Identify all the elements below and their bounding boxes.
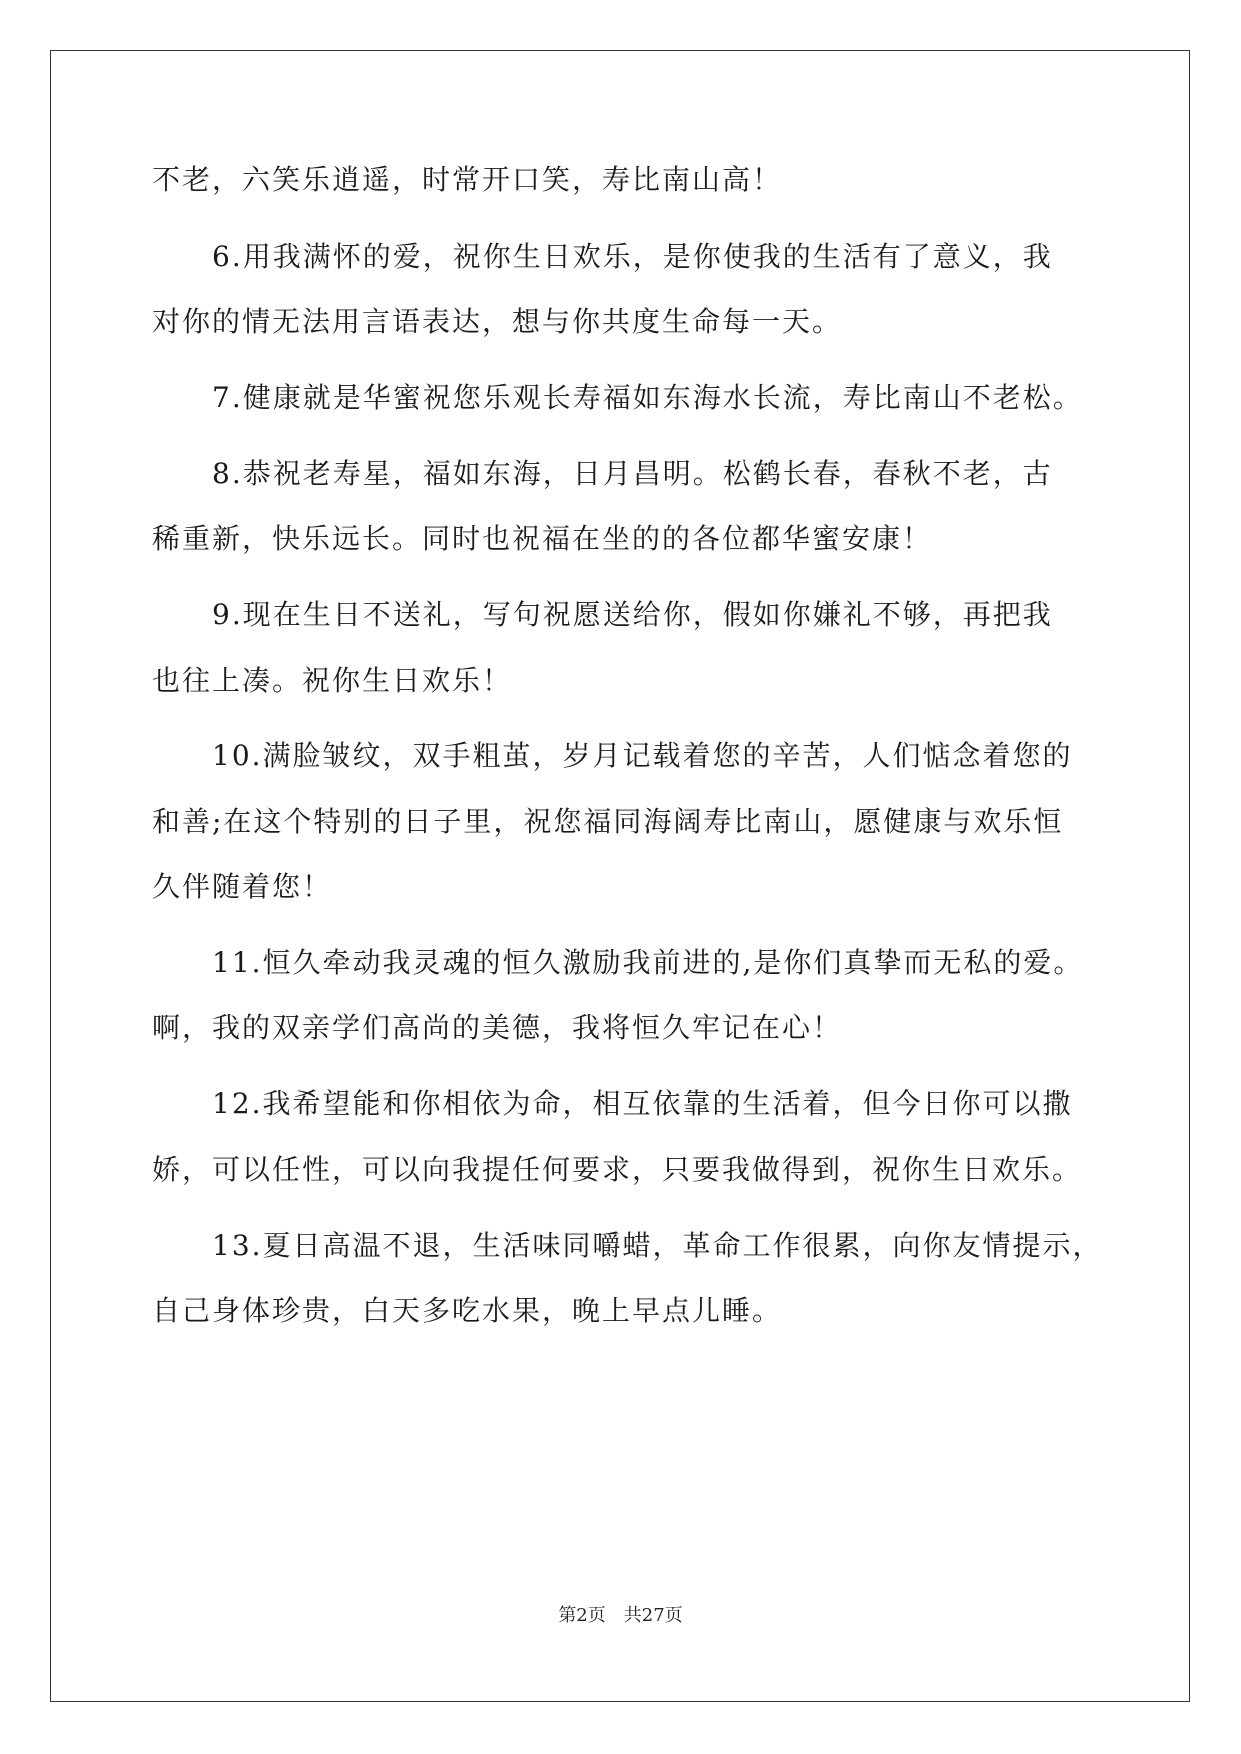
text-line: 不老，六笑乐逍遥，时常开口笑，寿比南山高！ <box>152 163 783 196</box>
text-line: 啊，我的双亲学们高尚的美德，我将恒久牢记在心！ <box>152 1011 843 1044</box>
text-line: 10.满脸皱纹，双手粗茧，岁月记载着您的辛苦，人们惦念着您的 <box>152 739 1073 772</box>
page-total: 共27页 <box>623 1605 683 1626</box>
text-line: 9.现在生日不送礼，写句祝愿送给你，假如你嫌礼不够，再把我 <box>152 598 1053 631</box>
text-line: 和善;在这个特别的日子里，祝您福同海阔寿比南山，愿健康与欢乐恒 <box>152 805 1064 838</box>
text-line: 也往上凑。祝你生日欢乐！ <box>152 664 513 697</box>
text-line: 娇，可以任性，可以向我提任何要求，只要我做得到，祝你生日欢乐。 <box>152 1153 1083 1186</box>
text-line: 稀重新，快乐远长。同时也祝福在坐的的各位都华蜜安康！ <box>152 522 933 555</box>
text-line: 6.用我满怀的爱，祝你生日欢乐，是你使我的生活有了意义，我 <box>152 240 1053 273</box>
page-number: 第2页 <box>558 1605 606 1626</box>
text-line: 13.夏日高温不退，生活味同嚼蜡，革命工作很累，向你友情提示， <box>152 1229 1103 1262</box>
text-line: 12.我希望能和你相依为命，相互依靠的生活着，但今日你可以撒 <box>152 1087 1073 1120</box>
text-line: 久伴随着您！ <box>152 870 333 903</box>
text-line: 8.恭祝老寿星，福如东海，日月昌明。松鹤长春，春秋不老，古 <box>152 457 1053 490</box>
text-line: 自己身体珍贵，白天多吃水果，晚上早点儿睡。 <box>152 1294 783 1327</box>
page-footer <box>0 1604 1241 1628</box>
text-line: 7.健康就是华蜜祝您乐观长寿福如东海水长流，寿比南山不老松。 <box>152 381 1083 414</box>
text-line: 11.恒久牵动我灵魂的恒久激励我前进的,是你们真挚而无私的爱。 <box>152 946 1084 979</box>
text-line: 对你的情无法用言语表达，想与你共度生命每一天。 <box>152 305 843 338</box>
